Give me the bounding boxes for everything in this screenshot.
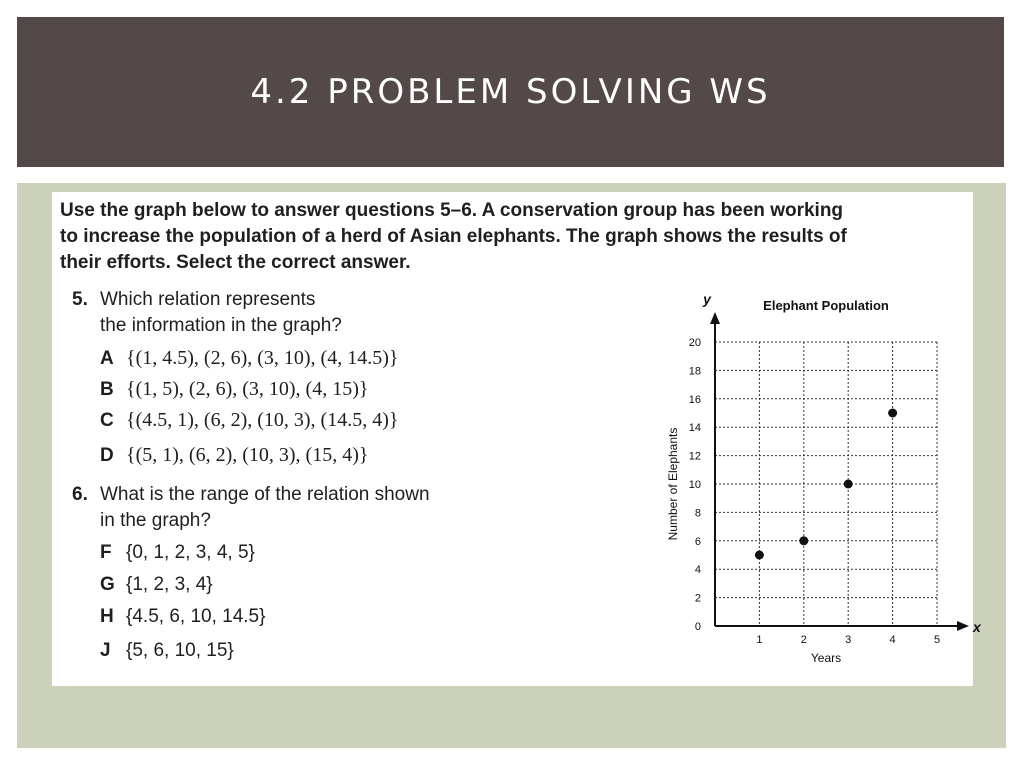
x-tick-label: 3 (845, 634, 852, 646)
option-text: {4.5, 6, 10, 14.5} (126, 606, 266, 627)
question-stem-line: in the graph? (100, 510, 211, 531)
x-tick-label: 5 (933, 634, 941, 646)
answer-option-c[interactable] (100, 407, 398, 434)
chart-title: Elephant Population (763, 298, 889, 313)
slide-title-bar (17, 17, 1004, 167)
question-stem-line: the information in the graph? (100, 315, 342, 336)
answer-option-b[interactable] (100, 376, 368, 403)
option-letter: D (100, 445, 114, 466)
data-point (755, 551, 764, 560)
option-text: {(5, 1), (6, 2), (10, 3), (15, 4)} (126, 444, 369, 466)
y-axis-label: Number of Elephants (666, 427, 680, 541)
x-tick-label: 4 (889, 634, 896, 646)
y-tick-label: 18 (688, 365, 701, 378)
answer-option-f[interactable] (100, 540, 255, 566)
answer-option-h[interactable] (100, 604, 265, 630)
x-axis-label: Years (810, 651, 842, 665)
data-point (844, 480, 853, 489)
y-axis-arrow-icon (710, 312, 720, 324)
x-axis-arrow-icon (957, 621, 969, 631)
y-tick-label: 8 (694, 507, 701, 520)
y-tick-label: 12 (688, 450, 701, 463)
answer-option-a[interactable] (100, 345, 398, 372)
option-letter: G (100, 574, 115, 595)
option-letter: F (100, 542, 112, 563)
y-tick-label: 10 (688, 479, 701, 491)
elephant-population-chart (602, 290, 981, 670)
question-stem-line: What is the range of the relation shown (100, 484, 430, 505)
y-tick-label: 20 (688, 337, 701, 349)
answer-option-j[interactable] (100, 638, 234, 664)
option-text: {(1, 4.5), (2, 6), (3, 10), (4, 14.5)} (126, 347, 399, 369)
intro-paragraph (60, 198, 965, 276)
x-tick-label: 2 (800, 634, 807, 646)
y-tick-label: 2 (694, 592, 701, 605)
y-axis-letter: y (703, 291, 711, 307)
y-tick-label: 0 (694, 621, 701, 633)
option-text: {5, 6, 10, 15} (126, 640, 234, 661)
option-letter: C (100, 410, 114, 431)
question-stem-line: Which relation represents (100, 289, 316, 310)
option-text: {(1, 5), (2, 6), (3, 10), (4, 15)} (126, 378, 369, 400)
intro-line: their efforts. Select the correct answer. (60, 252, 411, 273)
slide-title: 4.2 PROBLEM SOLVING WS (250, 72, 771, 112)
intro-line: to increase the population of a herd of Asian elephants. The graph shows the results of (60, 226, 847, 247)
question-number: 5. (72, 289, 88, 310)
option-letter: A (100, 348, 114, 369)
x-tick-label: 1 (756, 634, 763, 646)
answer-option-d[interactable] (100, 442, 368, 469)
y-tick-label: 16 (688, 393, 701, 406)
question-number: 6. (72, 484, 88, 505)
option-letter: J (100, 640, 111, 661)
data-point (888, 409, 897, 418)
answer-option-g[interactable] (100, 572, 213, 598)
worksheet-image (52, 192, 981, 686)
y-tick-label: 14 (688, 422, 701, 435)
y-tick-label: 4 (694, 564, 701, 577)
option-text: {0, 1, 2, 3, 4, 5} (126, 542, 255, 563)
option-text: {(4.5, 1), (6, 2), (10, 3), (14.5, 4)} (126, 409, 399, 431)
option-letter: H (100, 606, 114, 627)
question-5 (72, 287, 492, 339)
x-axis-letter: x (973, 619, 981, 635)
data-point (799, 536, 808, 545)
question-6 (72, 482, 492, 534)
option-text: {1, 2, 3, 4} (126, 574, 213, 595)
option-letter: B (100, 379, 114, 400)
intro-line: Use the graph below to answer questions 5–6. A conservation group has been working (60, 200, 844, 221)
y-tick-label: 6 (694, 535, 701, 548)
